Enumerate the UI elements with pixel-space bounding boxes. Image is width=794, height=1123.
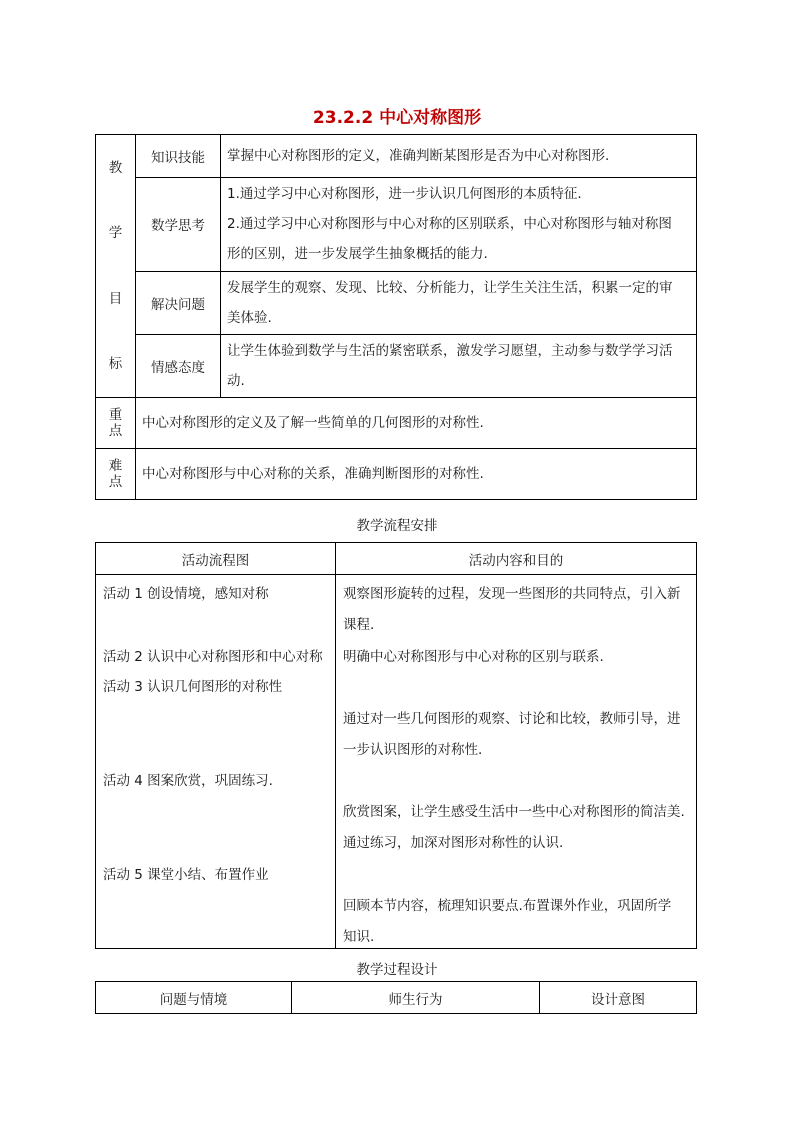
content-line: 观察图形旋转的过程，发现一些图形的共同特点，引入新: [343, 586, 681, 602]
content-line: 课程.: [343, 617, 375, 633]
content-line: 知识.: [343, 929, 375, 945]
activity-item: 活动 4 图案欣赏，巩固练习.: [103, 773, 273, 789]
content-line: 一步认识图形的对称性.: [343, 742, 483, 758]
objectives-table: [95, 134, 697, 500]
objective-content: [221, 135, 697, 178]
objective-label: 情感态度: [136, 334, 221, 397]
content-line: 明确中心对称图形与中心对称的区别与联系.: [343, 649, 604, 665]
flow-contents-cell: [336, 575, 697, 949]
side-char: 目: [108, 290, 123, 307]
objective-content: [221, 271, 697, 334]
process-header-intent: 设计意图: [540, 982, 697, 1014]
label-char: 点: [108, 474, 123, 490]
process-heading: 教学过程设计: [356, 962, 438, 978]
objective-line: 动.: [227, 372, 245, 389]
objective-line: 美体验.: [227, 309, 272, 326]
objective-line: 掌握中心对称图形的定义，准确判断某图形是否为中心对称图形.: [227, 148, 610, 165]
side-char: 学: [108, 225, 123, 242]
activity-item: 活动 2 认识中心对称图形和中心对称: [103, 649, 323, 665]
key-point-text: 中心对称图形的定义及了解一些简单的几何图形的对称性.: [136, 398, 697, 449]
difficulty-label: [96, 449, 136, 500]
objective-content: [221, 334, 697, 397]
objectives-side-label: [96, 135, 136, 398]
flow-header-activity: 活动流程图: [96, 543, 336, 575]
process-table: [95, 981, 697, 1014]
activity-item: 活动 5 课堂小结、布置作业: [103, 867, 269, 883]
flow-heading: 教学流程安排: [356, 518, 438, 534]
content-line: 欣赏图案，让学生感受生活中一些中心对称图形的简洁美.: [343, 804, 685, 820]
objective-label: 数学思考: [136, 178, 221, 271]
flow-activities-cell: [96, 575, 336, 949]
objective-label: 解决问题: [136, 271, 221, 334]
side-char: 教: [108, 159, 123, 176]
objective-label: 知识技能: [136, 135, 221, 178]
difficulty-text: 中心对称图形与中心对称的关系，准确判断图形的对称性.: [136, 449, 697, 500]
side-char: 标: [108, 356, 123, 373]
activity-item: 活动 1 创设情境，感知对称: [103, 586, 269, 602]
flow-header-content: 活动内容和目的: [336, 543, 697, 575]
label-char: 重: [108, 406, 123, 423]
objective-line: 形的区别，进一步发展学生抽象概括的能力.: [227, 246, 488, 263]
content-line: 通过练习，加深对图形对称性的认识.: [343, 835, 564, 851]
key-point-label: [96, 398, 136, 449]
flow-table: [95, 542, 697, 949]
page-title: 23.2.2 中心对称图形: [312, 108, 482, 128]
process-header-situation: 问题与情境: [96, 982, 292, 1014]
content-line: 回顾本节内容，梳理知识要点.布置课外作业，巩固所学: [343, 898, 672, 914]
objective-line: 发展学生的观察、发现、比较、分析能力，让学生关注生活，积累一定的审: [227, 279, 673, 296]
content-line: 通过对一些几何图形的观察、讨论和比较，教师引导，进: [343, 711, 681, 727]
label-char: 难: [108, 457, 123, 474]
label-char: 点: [108, 423, 123, 439]
process-header-actions: 师生行为: [292, 982, 540, 1014]
objective-line: 1.通过学习中心对称图形，进一步认识几何图形的本质特征.: [227, 186, 582, 203]
objective-content: [221, 178, 697, 271]
objective-line: 2.通过学习中心对称图形与中心对称的区别联系，中心对称图形与轴对称图: [227, 216, 672, 233]
objective-line: 让学生体验到数学与生活的紧密联系，激发学习愿望，主动参与数学学习活: [227, 342, 673, 359]
activity-item: 活动 3 认识几何图形的对称性: [103, 679, 283, 695]
